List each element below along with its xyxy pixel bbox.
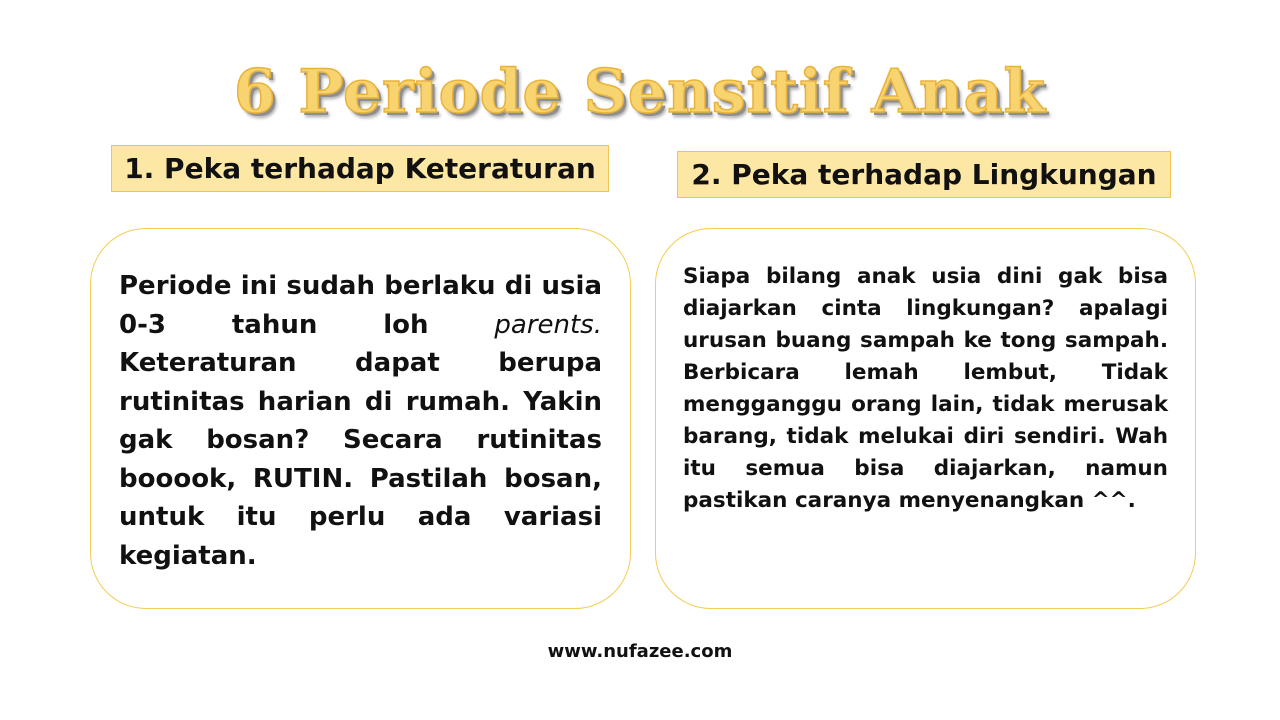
card-keteraturan-text-end: Keteraturan dapat berupa rutinitas harian di rumah. Yakin gak bosan? Secara rutinitas booook, RUTIN. Pastilah bosan, untuk itu perlu ada variasi kegiatan.	[119, 348, 602, 571]
card-keteraturan-text-emphasis: parents.	[494, 309, 602, 340]
card-lingkungan-text: Siapa bilang anak usia dini gak bisa diajarkan cinta lingkungan? apalagi urusan buang sampah ke tong sampah. Berbicara lemah lembut, Tidak mengganggu orang lain, tidak merusak barang, tidak melukai diri sendiri. Wah itu semua bisa diajarkan, namun pastikan caranya menyenangkan ^^.	[683, 264, 1168, 513]
footer-website: www.nufazee.com	[547, 641, 733, 662]
card-keteraturan-text	[119, 267, 602, 575]
card-keteraturan-text-start: Periode ini sudah berlaku di usia 0-3 tahun loh	[119, 271, 602, 340]
card-keteraturan	[90, 228, 631, 609]
page-title: 6 Periode Sensitif Anak	[233, 57, 1047, 127]
section-heading-lingkungan: 2. Peka terhadap Lingkungan	[677, 151, 1171, 198]
section-heading-keteraturan: 1. Peka terhadap Keteraturan	[111, 145, 609, 192]
card-lingkungan	[655, 228, 1196, 609]
